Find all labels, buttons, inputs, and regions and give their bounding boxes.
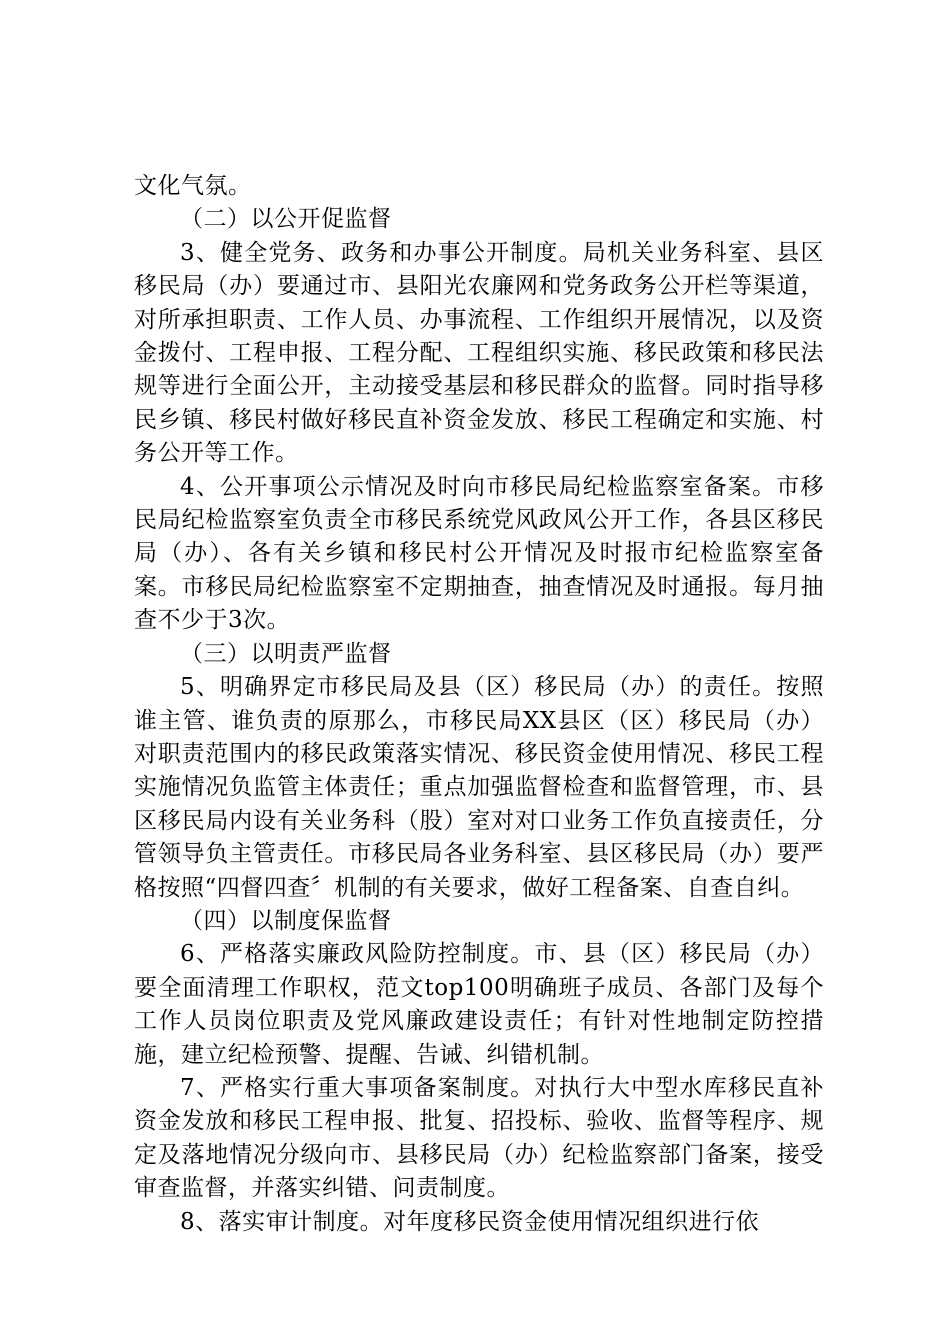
paragraph-item-4: 4、公开事项公示情况及时向市移民局纪检监察室备案。市移民局纪检监察室负责全市移民系统党风政风公开工作，各县区移民局（办）、各有关乡镇和移民村公开情况及时报市纪检监察室备案。市移民局纪检监察室不定期抽查，抽查情况及时通报。每月抽查不少于3次。 bbox=[134, 473, 824, 634]
section-heading-3: （三）以明责严监督 bbox=[180, 640, 392, 667]
section-heading-2: （二）以公开促监督 bbox=[180, 206, 392, 233]
section-heading-4: （四）以制度保监督 bbox=[180, 907, 392, 934]
paragraph-item-3: 3、健全党务、政务和办事公开制度。局机关业务科室、县区移民局（办）要通过市、县阳光农廉网和党务政务公开栏等渠道，对所承担职责、工作人员、办事流程、工作组织开展情况，以及资金拨付、工程申报、工程分配、工程组织实施、移民政策和移民法规等进行全面公开，主动接受基层和移民群众的监督。同时指导移民乡镇、移民村做好移民直补资金发放、移民工程确定和实施、村务公开等工作。 bbox=[134, 239, 824, 467]
paragraph-item-5: 5、明确界定市移民局及县（区）移民局（办）的责任。按照谁主管、谁负责的原那么，市移民局XX县区（区）移民局（办）对职责范围内的移民政策落实情况、移民资金使用情况、移民工程实施情况负监管主体责任；重点加强监督检查和监督管理，市、县区移民局内设有关业务科（股）室对对口业务工作负直接责任，分管领导负主管责任。市移民局各业务科室、县区移民局（办）要严格按照“四督四查〞机制的有关要求，做好工程备案、自查自纠。 bbox=[134, 674, 824, 901]
paragraph-item-8: 8、落实审计制度。对年度移民资金使用情况组织进行依 bbox=[180, 1208, 760, 1235]
paragraph-item-6: 6、严格落实廉政风险防控制度。市、县（区）移民局（办）要全面清理工作职权，范文top100明确班子成员、各部门及每个工作人员岗位职责及党风廉政建设责任；有针对性地制定防控措施，建立纪检预警、提醒、告诫、纠错机制。 bbox=[134, 941, 824, 1068]
paragraph-continuation: 文化气氛。 bbox=[134, 173, 252, 199]
paragraph-item-7: 7、严格实行重大事项备案制度。对执行大中型水库移民直补资金发放和移民工程申报、批复、招投标、验收、监督等程序、规定及落地情况分级向市、县移民局（办）纪检监察部门备案，接受审查监督，并落实纠错、问责制度。 bbox=[134, 1074, 824, 1202]
document-body bbox=[134, 170, 824, 1239]
